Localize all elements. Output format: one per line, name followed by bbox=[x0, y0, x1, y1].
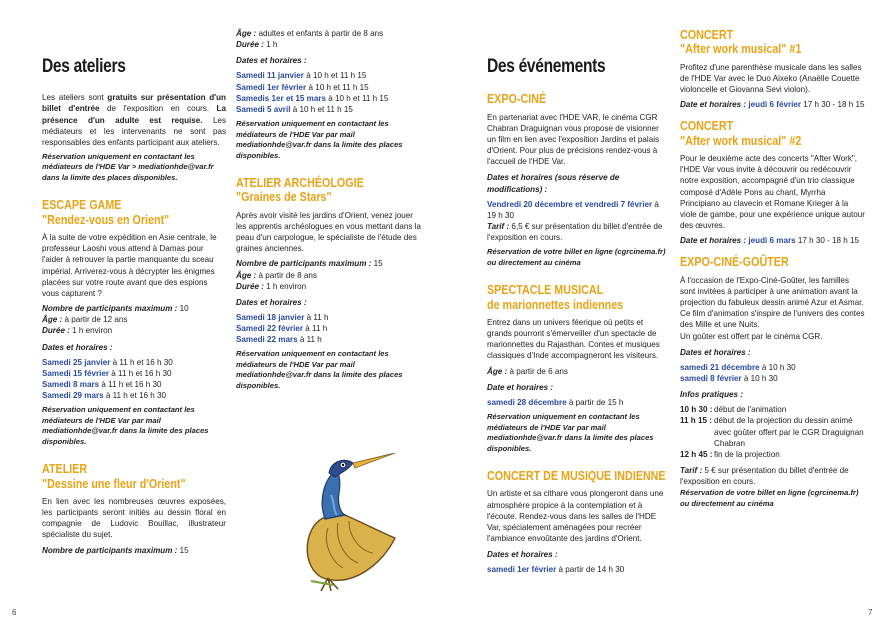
hours: à 11 h et 16 h 30 bbox=[103, 391, 167, 401]
ateliers-reservation-note: Réservation uniquement en contactant les médiateurs de l'HDE Var > mediationhde@var.fr dans la limite des places disponibles. bbox=[42, 152, 214, 182]
value: 1 h environ bbox=[263, 281, 307, 291]
gouter-dates-label: Dates et horaires : bbox=[680, 347, 751, 357]
section-title-evenements: Des événements bbox=[487, 56, 606, 77]
concert2-subtitle: "After work musical" #2 bbox=[680, 133, 802, 148]
expo-cine-note: Réservation de votre billet en ligne (cgrcinema.fr) ou directement au cinéma bbox=[487, 247, 666, 267]
intro-bold: La présence d'un adulte est requise. bbox=[42, 104, 226, 125]
hours: 17 h 30 - 18 h 15 bbox=[795, 236, 860, 246]
value: 5 € sur présentation du billet d'entrée de l'exposition en cours. bbox=[680, 466, 849, 487]
column-concerts bbox=[680, 28, 866, 515]
page-number-left: 6 bbox=[12, 608, 17, 617]
archeo-subtitle: "Graines de Stars" bbox=[236, 190, 332, 205]
concert1-date-row bbox=[680, 99, 866, 110]
intro-bold: gratuits sur présentation d'un billet d'entrée bbox=[42, 93, 226, 114]
time: 10 h 30 : bbox=[680, 405, 713, 415]
fleur-subtitle: "Dessine une fleur d'Orient" bbox=[42, 476, 186, 491]
value: adultes et enfants à partir de 8 ans bbox=[256, 29, 384, 38]
label: Âge : bbox=[42, 315, 63, 325]
value: à partir de 8 ans bbox=[256, 270, 317, 280]
archeo-dates-label: Dates et horaires : bbox=[236, 297, 307, 307]
archeo-date-row bbox=[236, 334, 422, 345]
gouter-date-row bbox=[680, 362, 866, 373]
date: Samedi 18 janvier bbox=[236, 312, 305, 322]
gouter-date-row bbox=[680, 373, 866, 384]
expo-cine-title: EXPO-CINÉ bbox=[487, 92, 547, 107]
date: Samedi 22 février bbox=[236, 324, 304, 334]
value: 1 h environ bbox=[69, 326, 113, 336]
spectacle-title: SPECTACLE MUSICAL bbox=[487, 283, 604, 298]
archeo-text: Après avoir visité les jardins d'Orient, venez jouer les apprentis archéologues en vous mettant dans la peau d'un carpologue, le spécialiste de l'étude des graines anciennes. bbox=[236, 210, 421, 254]
info: fin de la projection bbox=[714, 449, 780, 459]
escape-participants bbox=[42, 303, 226, 314]
date: Samedi 15 février bbox=[42, 368, 110, 378]
spectacle-subtitle: de marionnettes indiennes bbox=[487, 297, 624, 312]
date: samedi 1er février bbox=[487, 565, 557, 575]
label: Tarif : bbox=[487, 222, 510, 231]
ateliers-intro bbox=[42, 92, 226, 148]
date: Samedi 11 janvier bbox=[236, 71, 304, 81]
date: jeudi 6 mars bbox=[746, 236, 796, 246]
archeo-date-row bbox=[236, 312, 422, 323]
time: 11 h 15 : bbox=[680, 416, 712, 426]
info: début de l'animation bbox=[714, 405, 787, 415]
label: Âge : bbox=[236, 270, 257, 280]
concert1-subtitle: "After work musical" #1 bbox=[680, 42, 802, 57]
concert2-date-row bbox=[680, 235, 866, 246]
date: Samedi 8 mars bbox=[42, 380, 100, 390]
hours: à 10 h 30 bbox=[759, 362, 796, 372]
concert-inde-dates-label: Dates et horaires : bbox=[487, 550, 558, 560]
hours: à 11 h bbox=[297, 335, 322, 345]
concert-inde-date-row bbox=[487, 564, 669, 575]
label: Nombre de participants maximum : bbox=[42, 545, 178, 555]
gouter-text2: Un goûter est offert par le cinéma CGR. bbox=[680, 331, 823, 341]
archeo-duree bbox=[236, 281, 422, 292]
concert-inde-title: CONCERT DE MUSIQUE INDIENNE bbox=[487, 468, 666, 483]
fleur-date-row bbox=[236, 82, 422, 93]
column-evenements bbox=[487, 28, 669, 575]
column-ateliers-continued bbox=[236, 28, 422, 397]
spectacle-dates-label: Date et horaires : bbox=[487, 382, 554, 392]
hours: à 10 h et 11 h 15 bbox=[290, 104, 353, 114]
escape-text: À la suite de votre expédition en Asie centrale, le professeur Laoshi vous attend à Damas pour l'aider à retrouver la partie manquante du sceau impérial. Arriverez-vous à décrypter les énigmes placées sur votre route avant que des espions vous capturent ? bbox=[42, 233, 217, 298]
hours: à 11 h et 16 h 30 bbox=[99, 380, 162, 390]
concert2-text: Pour le deuxième acte des concerts "After Work", l'HDE Var vous invite à découvrir ou redécouvrir notre exposition, accompagné d'un trio classique composé d'Adèle Pons au chant, Myrrha Principiano au clavecin et Romane Krieger à la viole de gambe, pour une expérience unique autour des œuvres. bbox=[680, 154, 865, 231]
fleur-note: Réservation uniquement en contactant les médiateurs de l'HDE Var par mail mediationhde@var.fr dans la limite des places disponibles. bbox=[236, 119, 403, 160]
expo-cine-text: En partenariat avec l'HDE VAR, le cinéma CGR Chabran Draguignan vous propose de visionner un film en lien avec l'exposition Jardins et palais d'Orient. Pour plus de précisions rendez-vous à l'accueil de l'HDE Var. bbox=[487, 112, 660, 167]
value: 10 bbox=[177, 304, 189, 314]
date: samedi 28 décembre bbox=[487, 397, 567, 407]
escape-dates-label: Dates et horaires : bbox=[42, 342, 113, 352]
hours: à 10 h et 11 h 15 bbox=[326, 93, 389, 103]
archeo-title: ATELIER ARCHÉOLOGIE bbox=[236, 175, 364, 190]
escape-date-row bbox=[42, 357, 226, 368]
page-number-right: 7 bbox=[868, 608, 873, 617]
gouter-infos-label: Infos pratiques : bbox=[680, 390, 743, 400]
concert2-title: CONCERT bbox=[680, 119, 734, 134]
expo-cine-date-row bbox=[487, 199, 669, 221]
hours: à 10 h et 11 h 15 bbox=[306, 82, 369, 92]
label: Durée : bbox=[236, 281, 264, 291]
hours: à 11 h bbox=[304, 312, 329, 322]
date: Samedi 25 janvier bbox=[42, 357, 111, 367]
fleur-duree bbox=[236, 39, 422, 50]
hours: à 10 h 30 bbox=[741, 374, 778, 383]
concert1-title: CONCERT bbox=[680, 28, 734, 42]
date: jeudi 6 février bbox=[746, 100, 802, 110]
hours: à partir de 14 h 30 bbox=[556, 565, 625, 575]
gouter-text: À l'occasion de l'Expo-Ciné-Goûter, les familles sont invitées à participer à une animation avant la projection du fabuleux dessin animé Azur et Asmar. Ce film d'animation s'inspire de l'univers des contes des Mille et une Nuits. bbox=[680, 275, 865, 330]
date: Vendredi 20 décembre et vendredi 7 février bbox=[487, 199, 653, 209]
fleur-date-row bbox=[236, 104, 422, 115]
label: Âge : bbox=[487, 366, 508, 376]
hours: à partir de 15 h bbox=[566, 397, 624, 407]
hours: à 11 h et 16 h 30 bbox=[109, 368, 172, 378]
fleur-participants bbox=[42, 545, 226, 556]
spectacle-age bbox=[487, 366, 669, 377]
value: 15 bbox=[177, 545, 189, 555]
gouter-info-row bbox=[680, 415, 866, 448]
value: à partir de 12 ans bbox=[62, 315, 128, 325]
date: samedi 21 décembre bbox=[680, 362, 760, 372]
intro-text: Les médiateurs et les intervenants ne sont pas responsables des enfants participant aux ateliers. bbox=[42, 115, 226, 147]
value: 1 h bbox=[263, 40, 278, 50]
concert-inde-text: Un artiste et sa cithare vous plongeront dans une atmosphère propice à la contemplation et à l'écoute. Rendez-vous dans les salles de l'HDE Var, spécialement aménagées pour recréer l'ambiance envoûtante des jardins d'Orient. bbox=[487, 489, 664, 543]
fleur-dates-label: Dates et horaires : bbox=[236, 56, 307, 66]
gouter-info-row bbox=[680, 404, 866, 415]
date: samedi 8 février bbox=[680, 374, 742, 383]
archeo-date-row bbox=[236, 323, 422, 334]
hours: à 19 h 30 bbox=[487, 199, 659, 220]
concert1-text: Profitez d'une parenthèse musicale dans les salles de l'HDE Var avec le Duo Aixeko (Anaëlle Couette violoncelle et Giovanna Sevi violon). bbox=[680, 62, 862, 95]
hours: à 11 h et 16 h 30 bbox=[110, 357, 173, 367]
date: Samedi 29 mars bbox=[42, 391, 104, 401]
gouter-tarif bbox=[680, 465, 866, 487]
archeo-participants bbox=[236, 258, 422, 269]
escape-title: ESCAPE GAME bbox=[42, 198, 122, 213]
date: Samedi 22 mars bbox=[236, 335, 298, 345]
date: Samedis 1er et 15 mars bbox=[236, 93, 326, 103]
value: à partir de 6 ans bbox=[507, 366, 568, 376]
fleur-title: ATELIER bbox=[42, 462, 88, 477]
date: Samedi 1er février bbox=[236, 82, 307, 92]
intro-text: de l'exposition en cours. bbox=[99, 104, 217, 114]
hours: 17 h 30 - 18 h 15 bbox=[801, 100, 865, 110]
spectacle-text: Entrez dans un univers féerique où petits et grands pourront s'émerveiller d'un spectacle de marionnettes du Rajasthan. Contes et musiques classiques d'Inde accompagneront les visiteurs. bbox=[487, 318, 660, 361]
archeo-age bbox=[236, 270, 422, 281]
time: 12 h 45 : bbox=[680, 449, 713, 459]
label: Durée : bbox=[42, 326, 70, 336]
escape-duree bbox=[42, 325, 226, 336]
fleur-date-row bbox=[236, 93, 422, 104]
escape-note: Réservation uniquement en contactant les médiateurs de l'HDE Var par mail mediationhde@var.fr dans la limite des places disponibles. bbox=[42, 405, 209, 446]
gouter-title: EXPO-CINÉ-GOÛTER bbox=[680, 255, 789, 270]
gouter-info-row bbox=[680, 449, 866, 460]
date: Samedi 5 avril bbox=[236, 104, 291, 114]
label: Date et horaires : bbox=[680, 100, 747, 110]
spectacle-note: Réservation uniquement en contactant les médiateurs de l'HDE Var par mail mediationhde@var.fr dans la limite des places disponibles. bbox=[487, 412, 654, 453]
label: Nombre de participants maximum : bbox=[236, 259, 372, 269]
fleur-text: En lien avec les nombreuses œuvres exposées, les participants seront initiés au dessin floral en compagnie de Ludovic Bouillac, illustrateur spécialiste du sujet. bbox=[42, 496, 226, 540]
expo-cine-dates-label: Dates et horaires (sous réserve de modifications) : bbox=[487, 173, 620, 194]
label: Tarif : bbox=[680, 466, 703, 476]
label: Nombre de participants maximum : bbox=[42, 304, 178, 314]
label: Durée : bbox=[236, 40, 264, 50]
escape-age bbox=[42, 314, 226, 325]
fleur-date-row bbox=[236, 70, 422, 81]
info: début de la projection du dessin animé avec goûter offert par le CGR Draguignan Chabran bbox=[714, 416, 864, 448]
label: Date et horaires : bbox=[680, 236, 747, 246]
hours: à 11 h bbox=[303, 324, 328, 334]
value: 15 bbox=[371, 259, 383, 269]
fleur-age bbox=[236, 28, 422, 39]
escape-date-row bbox=[42, 390, 226, 401]
label: Âge : bbox=[236, 29, 257, 38]
bird-illustration bbox=[283, 443, 403, 593]
column-ateliers bbox=[42, 28, 226, 556]
expo-cine-tarif bbox=[487, 221, 669, 243]
escape-date-row bbox=[42, 368, 226, 379]
escape-subtitle: "Rendez-vous en Orient" bbox=[42, 212, 170, 227]
escape-date-row bbox=[42, 379, 226, 390]
hours: à 10 h et 11 h 15 bbox=[303, 71, 367, 81]
spectacle-date-row bbox=[487, 397, 669, 408]
gouter-note: Réservation de votre billet en ligne (cgrcinema.fr) ou directement au cinéma bbox=[680, 488, 859, 508]
section-title-ateliers: Des ateliers bbox=[42, 56, 126, 77]
intro-text: Les ateliers sont bbox=[42, 93, 108, 103]
value: 6,5 € sur présentation du billet d'entrée de l'exposition en cours. bbox=[487, 222, 663, 243]
archeo-note: Réservation uniquement en contactant les médiateurs de l'HDE Var par mail mediationhde@var.fr dans la limite des places disponibles. bbox=[236, 349, 403, 390]
